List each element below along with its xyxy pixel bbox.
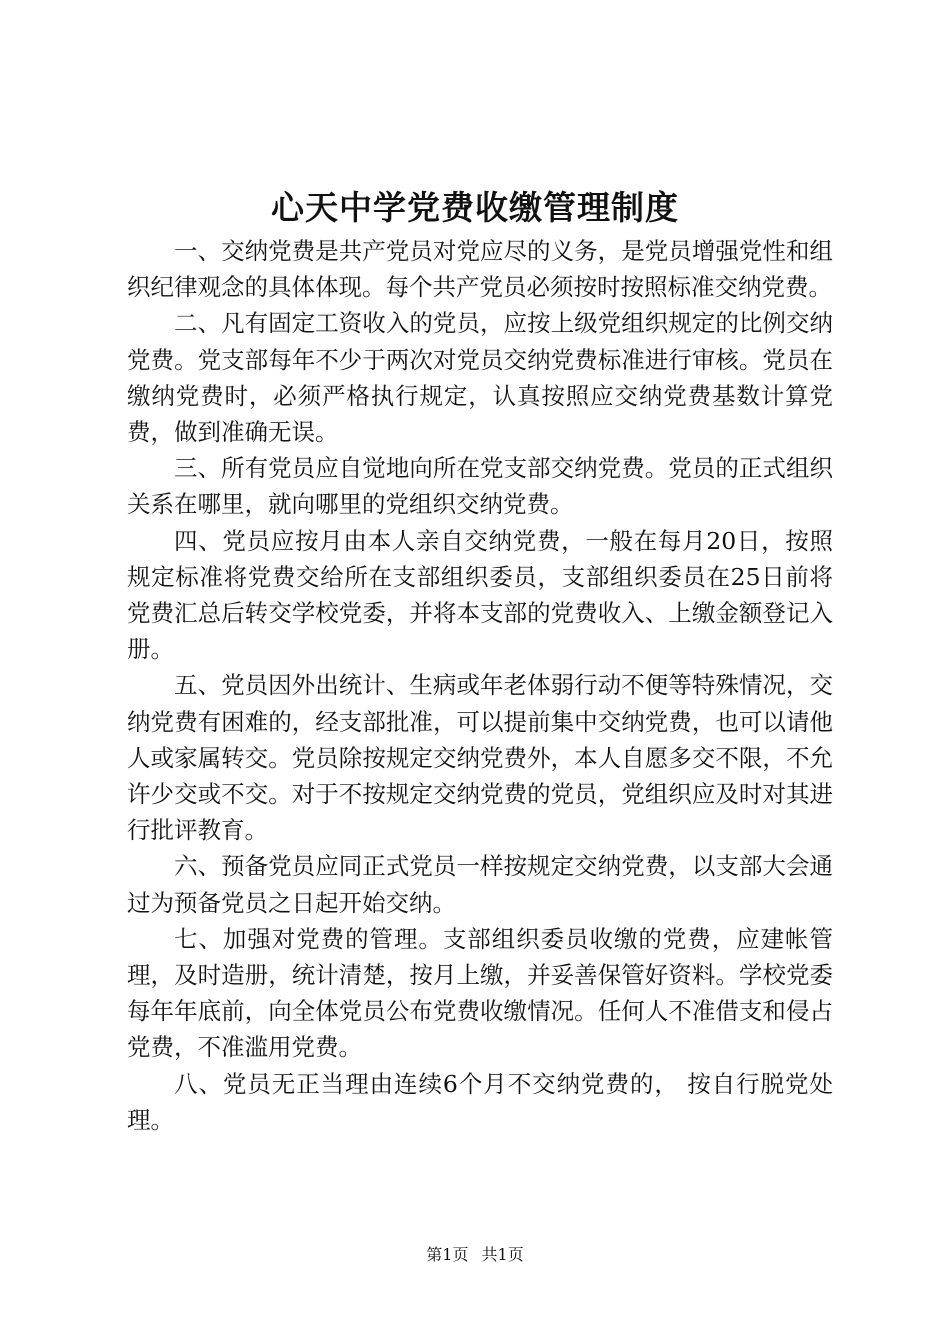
- paragraph-2: 二、凡有固定工资收入的党员，应按上级党组织规定的比例交纳党费。党支部每年不少于两次对党员交纳党费标准进行审核。党员在缴纳党费时，必须严格执行规定，认真按照应交纳党费基数计算党费，做到准确无误。: [127, 309, 833, 447]
- document-body: [127, 233, 833, 1138]
- document-title: 心天中学党费收缴管理制度: [271, 188, 679, 227]
- paragraph-1: 一、交纳党费是共产党员对党应尽的义务，是党员增强党性和组织纪律观念的具体体现。每个共产党员必须按时按照标准交纳党费。: [127, 237, 833, 302]
- paragraph-5: 五、党员因外出统计、生病或年老体弱行动不便等特殊情况，交纳党费有困难的，经支部批准，可以提前集中交纳党费，也可以请他人或家属转交。党员除按规定交纳党费外，本人自愿多交不限，不允许少交或不交。对于不按规定交纳党费的党员，党组织应及时对其进行批评教育。: [127, 671, 833, 845]
- page-number: 第1页: [426, 1245, 469, 1264]
- page-footer: [0, 1244, 950, 1266]
- paragraph-8: 八、党员无正当理由连续6个月不交纳党费的， 按自行脱党处理。: [127, 1069, 833, 1134]
- paragraph-6: 六、预备党员应同正式党员一样按规定交纳党费，以支部大会通过为预备党员之日起开始交纳。: [127, 852, 833, 917]
- paragraph-4: 四、党员应按月由本人亲自交纳党费，一般在每月20日，按照规定标准将党费交给所在支部组织委员，支部组织委员在25日前将党费汇总后转交学校党委，并将本支部的党费收入、上缴金额登记入册。: [127, 526, 833, 664]
- paragraph-3: 三、所有党员应自觉地向所在党支部交纳党费。党员的正式组织关系在哪里，就向哪里的党组织交纳党费。: [127, 454, 833, 519]
- page-total: 共1页: [481, 1245, 524, 1264]
- paragraph-7: 七、加强对党费的管理。支部组织委员收缴的党费，应建帐管理，及时造册，统计清楚，按月上缴，并妥善保管好资料。学校党委每年年底前，向全体党员公布党费收缴情况。任何人不准借支和侵占党费，不准滥用党费。: [127, 924, 833, 1062]
